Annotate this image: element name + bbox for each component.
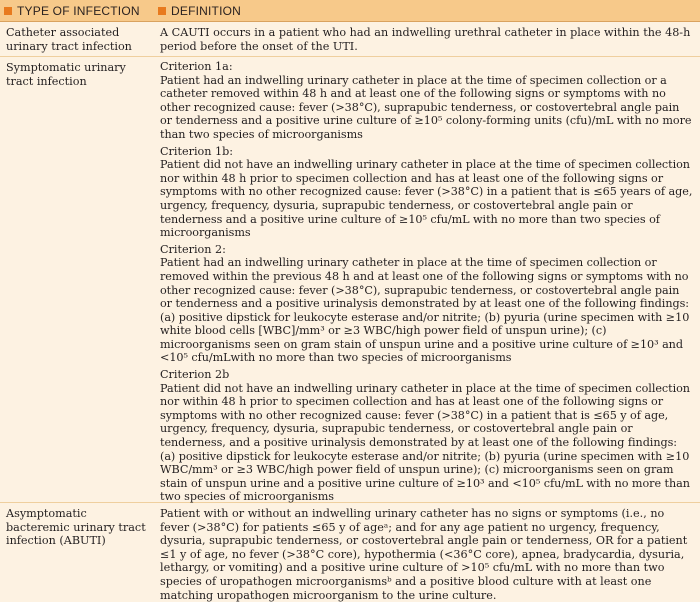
definition-header-label: DEFINITION xyxy=(171,3,241,18)
infection-type-cell: Catheter associated urinary tract infection xyxy=(6,26,132,53)
criterion-block xyxy=(160,243,694,365)
header-marker-icon xyxy=(4,7,12,15)
criterion-title: Criterion 1a: xyxy=(160,60,233,73)
header-marker-icon xyxy=(158,7,166,15)
criterion-title: Criterion 2: xyxy=(160,242,226,256)
definition-cell: Patient with or without an indwelling urinary catheter has no signs or symptoms (i.e., no fever (>38°C) for patients ≤65 y of ageᵃ; and for any age patient no urgency, frequency, dysuria, suprapubic tenderness, or costovertebral angle pain or tenderness, OR for a patient ≤1 y of age, no fever (>38°C core), hypothermia (<36°C core), apnea, bradycardia, dysuria, lethargy, or vomiting) and a positive urine culture of >10⁵ cfu/mL with no more than two species of uropathogen microorganismsᵇ and a positive blood culture with at least one matching uropathogen microorganism to the urine culture. xyxy=(160,507,688,602)
criterion-block xyxy=(160,145,694,240)
criterion-text: Patient had an indwelling urinary catheter in place at the time of specimen collection or removed within the previous 48 h and at least one of the following signs or symptoms with no other recognized cause: fever (>38°C), suprapubic tenderness, or costovertebral angle pain or tenderness and a positive urinalysis demonstrated by at least one of the following findings: (a) positive dipstick for leukocyte esterase and/or nitrite; (b) pyuria (urine specimen with ≥10 white blood cells [WBC]/mm³ or ≥3 WBC/high power field of unspun urine); (c) microorganisms seen on gram stain of unspun urine and a positive urine culture of ≥10³ and <10⁵ cfu/mLwith no more than two species of microorganisms xyxy=(160,256,690,365)
table-header xyxy=(0,0,700,22)
table-row xyxy=(0,503,700,602)
definition-cell xyxy=(156,57,700,502)
table-row xyxy=(0,22,700,57)
definition-column-header xyxy=(156,4,241,18)
criterion-block xyxy=(160,368,694,504)
criterion-text: Patient did not have an indwelling urinary catheter in place at the time of specimen collection nor within 48 h prior to specimen collection and has at least one of the following signs or symptoms with no other recognized cause: fever (>38°C) in a patient that is ≤65 y of age, urgency, frequency, dysuria, suprapubic tenderness, or costovertebral angle pain or tenderness, and a positive urinalysis demonstrated by at least one of the following findings: (a) positive dipstick for leukocyte esterase and/or nitrite; (b) pyuria (urine specimen with ≥10 WBC/mm³ or ≥3 WBC/high power field of unspun urine); (c) microorganisms seen on gram stain of unspun urine and a positive urine culture of ≥10³ and <10⁵ cfu/mL with no more than two species of microorganisms xyxy=(160,381,690,504)
infection-type-cell: Asymptomatic bacteremic urinary tract infection (ABUTI) xyxy=(6,507,146,548)
type-column-header xyxy=(0,4,156,18)
criterion-title: Criterion 1b: xyxy=(160,144,234,158)
criterion-title: Criterion 2b xyxy=(160,368,230,382)
criterion-block xyxy=(160,60,694,142)
definition-cell: A CAUTI occurs in a patient who had an indwelling urethral catheter in place within the 48-h period before the onset of the UTI. xyxy=(160,26,691,53)
criterion-text: Patient did not have an indwelling urinary catheter in place at the time of specimen collection nor within 48 h prior to specimen collection and has at least one of the following signs or symptoms with no other recognized cause: fever (>38°C) in a patient that is ≤65 years of age, urgency, frequency, dysuria, suprapubic tenderness, or costovertebral angle pain or tenderness and a positive urine culture of ≥10⁵ cfu/mL with no more than two species of microorganisms xyxy=(160,158,693,240)
infection-type-cell: Symptomatic urinary tract infection xyxy=(6,61,126,88)
type-header-label: TYPE OF INFECTION xyxy=(17,3,140,18)
criterion-text: Patient had an indwelling urinary catheter in place at the time of specimen collection or a catheter removed within 48 h and at least one of the following signs or symptoms with no other recognized cause: fever (>38°C), suprapubic tenderness, or costovertebral angle pain or tenderness and a positive urine culture of ≥10⁵ colony-forming units (cfu)/mL with no more than two species of microorganisms xyxy=(160,73,692,141)
table-row xyxy=(0,57,700,503)
